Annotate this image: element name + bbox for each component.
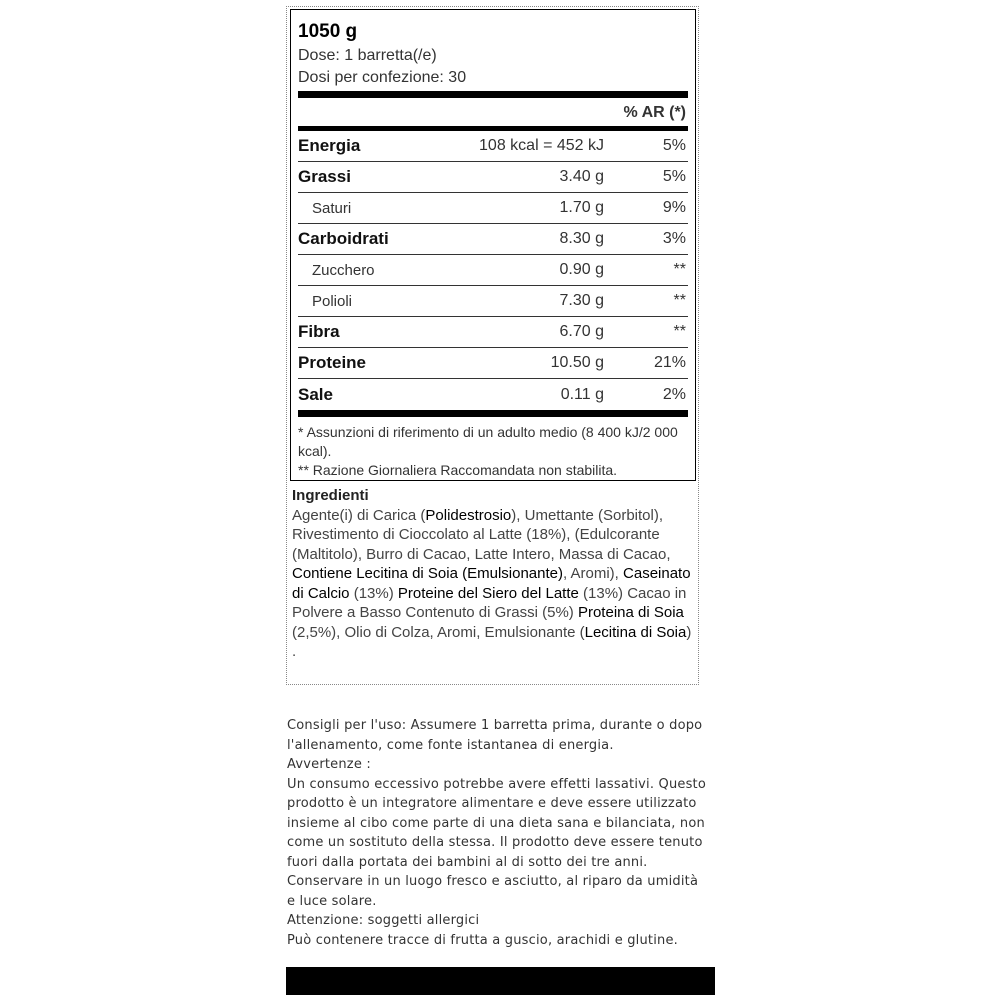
ingredients-section (292, 486, 692, 662)
nutrient-amount: 108 kcal = 452 kJ (479, 137, 604, 154)
warnings-heading: Avvertenze : (287, 757, 371, 772)
nutrient-row-fibra (298, 317, 688, 348)
nutrient-amount: 6.70 g (559, 323, 604, 340)
nutrient-row-proteine (298, 348, 688, 379)
nutrient-pct: 2% (662, 385, 686, 403)
nutrient-amount: 10.50 g (550, 354, 604, 371)
nutrient-amount: 0.90 g (559, 261, 604, 278)
nutrient-amount: 0.11 g (560, 385, 604, 403)
footer-bar (286, 967, 715, 995)
nutrient-name: Sale (298, 384, 333, 404)
ingredient-text: , Aromi), (563, 565, 624, 582)
nutrient-name: Proteine (298, 353, 367, 372)
label-footnotes (298, 423, 688, 480)
allergy-text: Può contenere tracce di frutta a guscio, arachidi e glutine. (287, 932, 679, 948)
ingredient-text: ), Umettante (Sorbitol), Rivestimento di Cioccolato al Latte (18%), (Edulcorante (Maltitolo), Burro di Cacao, Latte Intero, Massa di Cacao, (292, 506, 671, 563)
footnote-rda: ** Razione Giornaliera Raccomandata non stabilita. (298, 462, 618, 478)
nutrient-row-zucchero (298, 255, 688, 286)
nutrient-row-sale (298, 379, 688, 410)
ingredient-text: ) . (292, 623, 692, 660)
serving-size: Dose: 1 barretta(/e) (298, 47, 437, 64)
nutrient-row-saturi (298, 193, 688, 224)
footnote-reference-intake: * Assunzioni di riferimento di un adulto medio (8 400 kJ/2 000 kcal). (298, 424, 678, 459)
ingredient-text: (2,5%), Olio di Colza, Aromi, Emulsionante ( (292, 623, 585, 641)
nutrient-row-grassi (298, 162, 688, 193)
nutrient-pct: ** (673, 323, 686, 340)
allergen-text: Proteine del Siero del Latte (397, 584, 579, 602)
allergen-text: Caseinato di Calcio (292, 565, 691, 602)
warnings-text: Un consumo eccessivo potrebbe avere effetti lassativi. Questo prodotto è un integratore alimentare e deve essere utilizzato insieme al cibo come parte di una dieta sana e bilanciata, non come un sostituto della stessa. Il prodotto deve essere tenuto fuori dalla portata dei bambini al di sotto dei tre anni. Conservare in un luogo fresco e asciutto, al riparo da umidità e luce solare. (287, 776, 707, 909)
nutrient-pct: 3% (662, 230, 686, 247)
allergen-text: Proteina di Soia (577, 604, 684, 621)
allergy-heading: Attenzione: soggetti allergici (287, 913, 480, 928)
nutrient-name: Fibra (298, 322, 340, 341)
nutrient-pct: 5% (662, 168, 686, 185)
ingredients-heading: Ingredienti (292, 487, 369, 504)
nutrient-row-energia (298, 131, 688, 162)
nutrient-name: Energia (298, 136, 361, 155)
nutrient-pct: ** (673, 261, 686, 278)
nutrient-name: Saturi (312, 199, 352, 217)
nutrient-pct: 21% (653, 354, 686, 371)
nutrient-name: Polioli (312, 292, 353, 310)
ingredient-text: Agente(i) di Carica ( (292, 506, 426, 524)
nutrient-pct: ** (673, 292, 686, 309)
divider-bottom (298, 410, 688, 417)
nutrient-row-polioli (298, 286, 688, 317)
usage-advice (287, 716, 707, 950)
nutrient-pct: 5% (662, 137, 686, 154)
allergen-text: Polidestrosio (425, 506, 512, 524)
allergen-text: Lecitina di Soia (584, 623, 687, 641)
nutrient-amount: 1.70 g (559, 199, 604, 216)
ingredients-text (292, 506, 692, 662)
usage-instructions: Consigli per l'uso: Assumere 1 barretta prima, durante o dopo l'allenamento, come fonte istantanea di energia. (287, 718, 703, 753)
nutrient-name: Carboidrati (298, 229, 389, 248)
divider-thick (298, 91, 688, 98)
nutrient-amount: 7.30 g (559, 292, 604, 309)
ingredient-text: (13%) (349, 584, 398, 602)
servings-per-pack: Dosi per confezione: 30 (298, 69, 467, 86)
nutrient-row-carboidrati (298, 224, 688, 255)
nutrition-facts-label (290, 9, 696, 481)
column-header-ar: % AR (*) (623, 104, 686, 121)
allergen-text: Contiene Lecitina di Soia (Emulsionante) (292, 565, 563, 582)
nutrient-name: Grassi (298, 167, 351, 186)
nutrient-amount: 8.30 g (559, 230, 604, 247)
package-weight: 1050 g (298, 21, 358, 42)
ingredient-text: (13%) Cacao in Polvere a Basso Contenuto di Grassi (5%) (292, 584, 687, 621)
nutrient-name: Zucchero (312, 261, 375, 279)
nutrient-amount: 3.40 g (559, 168, 604, 185)
nutrient-pct: 9% (662, 199, 686, 216)
